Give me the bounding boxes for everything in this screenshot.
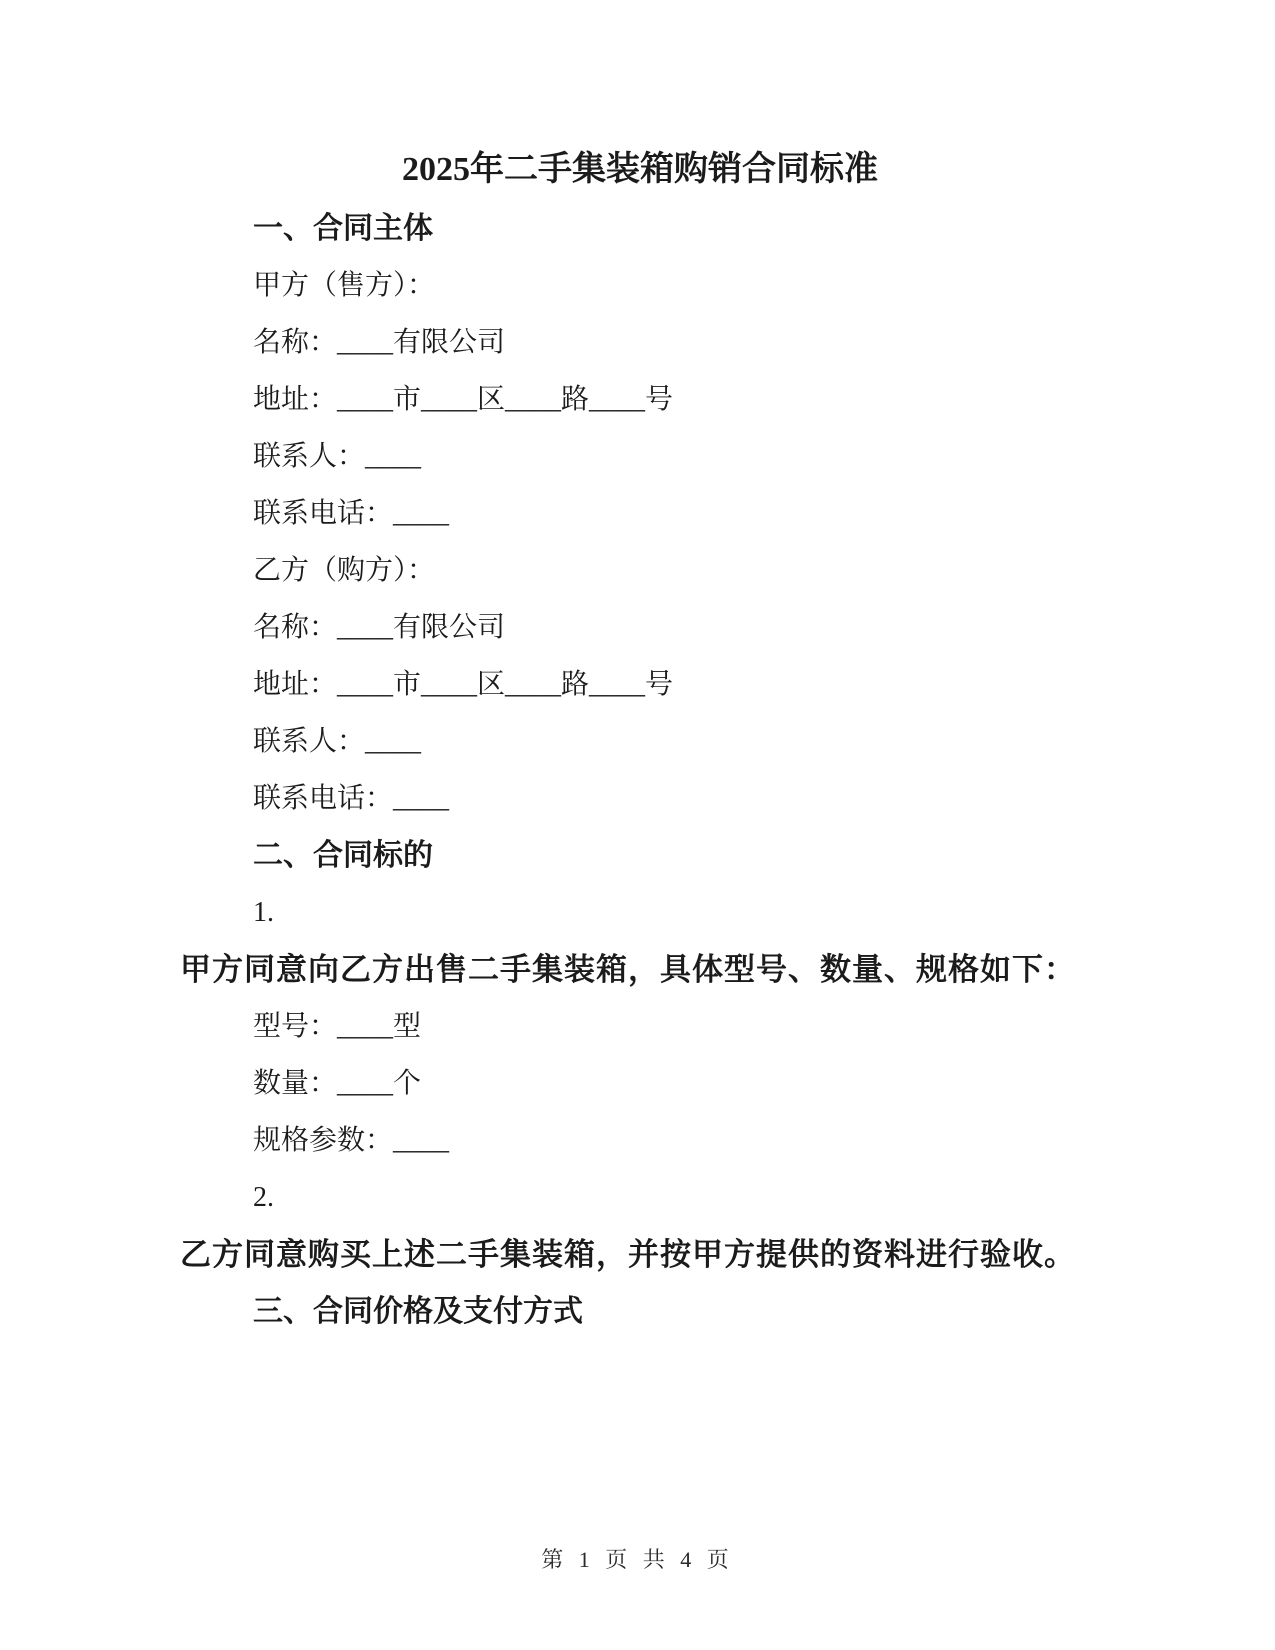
clause-1-number: 1. — [253, 897, 274, 928]
clause-2-number: 2. — [253, 1182, 274, 1213]
party-b-label: 乙方（购方）： — [253, 555, 436, 586]
party-a-name-line: 名称：____有限公司 — [253, 327, 506, 358]
document-title: 2025年二手集装箱购销合同标准 — [402, 151, 878, 188]
party-b-address-line: 地址：____市____区____路____号 — [253, 669, 674, 700]
party-a-contact-line: 联系人：____ — [253, 441, 422, 472]
clause-1-text: 甲方同意向乙方出售二手集装箱，具体型号、数量、规格如下： — [180, 952, 1076, 987]
party-a-phone-line: 联系电话：____ — [253, 498, 450, 529]
party-b-phone-line: 联系电话：____ — [253, 783, 450, 814]
section-heading-contract-subject: 二、合同标的 — [253, 839, 433, 872]
page-number-footer: 第 1 页 共 4 页 — [541, 1547, 734, 1572]
container-spec-line: 规格参数：____ — [253, 1125, 450, 1156]
section-heading-price-payment: 三、合同价格及支付方式 — [253, 1295, 583, 1328]
party-b-contact-line: 联系人：____ — [253, 726, 422, 757]
party-a-label: 甲方（售方）： — [253, 270, 436, 301]
section-heading-contract-parties: 一、合同主体 — [253, 212, 433, 245]
party-b-name-line: 名称：____有限公司 — [253, 612, 506, 643]
clause-2-text: 乙方同意购买上述二手集装箱，并按甲方提供的资料进行验收。 — [180, 1237, 1076, 1272]
container-model-line: 型号：____型 — [253, 1011, 422, 1042]
party-a-address-line: 地址：____市____区____路____号 — [253, 384, 674, 415]
container-quantity-line: 数量：____个 — [253, 1068, 422, 1099]
